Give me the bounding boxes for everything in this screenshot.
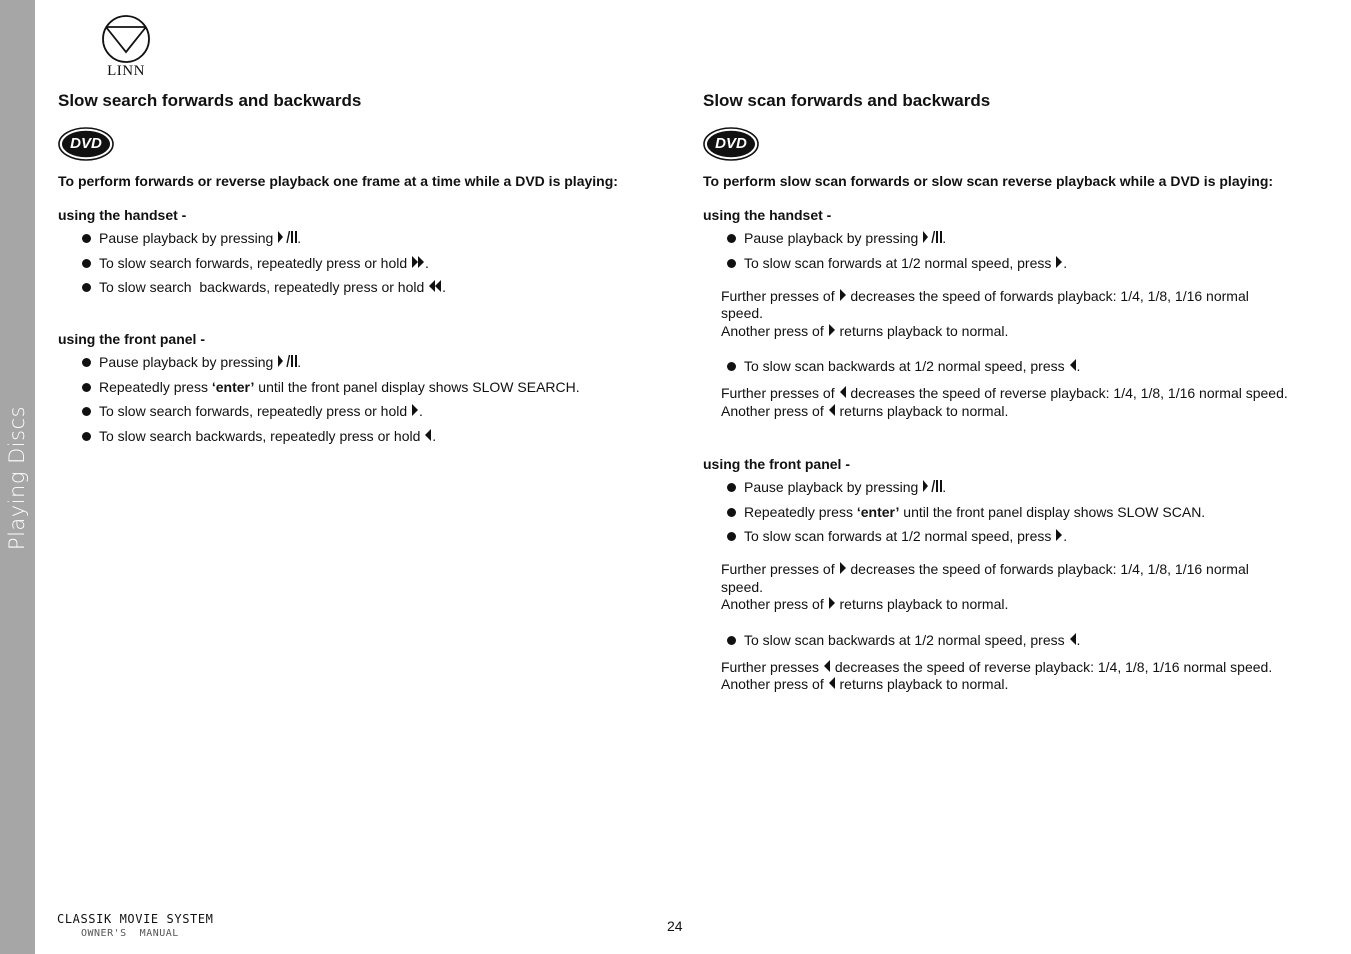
enter-key-label: ‘enter’ bbox=[211, 378, 255, 395]
linn-logo-icon bbox=[98, 14, 154, 64]
left-panel-label: using the front panel - bbox=[58, 331, 205, 347]
step-left-icon bbox=[1069, 632, 1077, 646]
note-text: returns playback to normal. bbox=[835, 676, 1009, 692]
item-text-end: . bbox=[1063, 254, 1068, 271]
list-item bbox=[703, 478, 1293, 496]
step-left-icon bbox=[828, 403, 836, 417]
footer-product-name: CLASSIK MOVIE SYSTEM bbox=[57, 912, 214, 926]
dvd-badge bbox=[58, 127, 114, 161]
item-text-end: . bbox=[432, 427, 437, 444]
step-left-icon bbox=[1069, 358, 1077, 372]
item-text: To slow scan backwards at 1/2 normal speed, press bbox=[744, 358, 1069, 374]
list-item bbox=[58, 353, 628, 371]
note-text: Further presses of bbox=[721, 561, 839, 577]
list-item bbox=[58, 378, 628, 396]
note-text: returns playback to normal. bbox=[835, 596, 1009, 612]
item-text: To slow search forwards, repeatedly press or hold bbox=[99, 403, 412, 419]
list-item bbox=[58, 427, 628, 445]
note-text: returns playback to normal. bbox=[835, 322, 1009, 339]
left-column bbox=[58, 89, 628, 451]
step-right-icon bbox=[411, 403, 419, 417]
step-left-icon bbox=[828, 676, 836, 690]
item-text: To slow scan backwards at 1/2 normal speed, press bbox=[744, 631, 1069, 648]
right-panel-label: using the front panel - bbox=[703, 456, 850, 472]
item-text: To slow search backwards, repeatedly press or hold bbox=[99, 427, 425, 444]
right-intro: To perform slow scan forwards or slow scan reverse playback while a DVD is playing: bbox=[703, 173, 1274, 189]
step-left-icon bbox=[823, 659, 831, 673]
item-text-end: until the front panel display shows SLOW SCAN. bbox=[899, 503, 1206, 520]
list-item bbox=[703, 357, 1293, 375]
item-text-end: . bbox=[297, 230, 302, 246]
reverse-speed-note bbox=[721, 385, 1293, 420]
dvd-badge bbox=[703, 127, 759, 161]
item-text-end: . bbox=[1076, 631, 1081, 648]
note-text: returns playback to normal. bbox=[835, 402, 1009, 419]
play-pause-icon bbox=[922, 230, 942, 244]
step-right-icon bbox=[839, 288, 847, 302]
enter-key-label: ‘enter’ bbox=[856, 503, 900, 520]
play-pause-icon bbox=[277, 230, 297, 244]
note-text: Another press of bbox=[721, 322, 828, 339]
forward-speed-note bbox=[721, 288, 1293, 341]
note-text: Another press of bbox=[721, 596, 828, 612]
right-handset-list bbox=[703, 229, 1293, 272]
item-text: To slow search backwards, repeatedly press or hold bbox=[99, 279, 429, 295]
item-text: To slow search forwards, repeatedly press or hold bbox=[99, 254, 412, 271]
list-item bbox=[703, 254, 1293, 272]
reverse-speed-note bbox=[721, 659, 1293, 694]
note-text: Further presses bbox=[721, 658, 823, 675]
note-text: decreases the speed of reverse playback: 1/4, 1/8, 1/16 normal speed. bbox=[846, 385, 1288, 401]
linn-logo bbox=[98, 14, 154, 80]
list-item bbox=[58, 254, 628, 272]
note-text: Another press of bbox=[721, 676, 828, 692]
dvd-badge-label: DVD bbox=[70, 135, 102, 152]
right-panel-list bbox=[703, 478, 1293, 545]
right-panel-list-b bbox=[703, 631, 1293, 649]
note-text: Further presses of bbox=[721, 287, 839, 304]
item-text-end: . bbox=[942, 479, 947, 495]
right-heading: Slow scan forwards and backwards bbox=[703, 91, 991, 110]
item-text: Pause playback by pressing bbox=[99, 354, 278, 370]
left-handset-label: using the handset - bbox=[58, 207, 187, 223]
item-text: Pause playback by pressing bbox=[99, 230, 278, 246]
right-column bbox=[703, 89, 1293, 694]
list-item bbox=[703, 229, 1293, 247]
item-text-end: until the front panel display shows SLOW SEARCH. bbox=[254, 378, 580, 395]
right-handset-list-b bbox=[703, 357, 1293, 375]
footer-document-name: OWNER'S MANUAL bbox=[81, 928, 179, 939]
item-text-end: . bbox=[419, 403, 423, 419]
note-text: decreases the speed of reverse playback: 1/4, 1/8, 1/16 normal speed. bbox=[830, 658, 1273, 675]
list-item bbox=[58, 402, 628, 420]
dvd-badge-label: DVD bbox=[715, 135, 747, 152]
step-left-icon bbox=[839, 385, 847, 399]
forward-speed-note bbox=[721, 561, 1293, 614]
item-text: To slow scan forwards at 1/2 normal speed, press bbox=[744, 528, 1056, 544]
item-text-end: . bbox=[1063, 528, 1068, 544]
step-right-icon bbox=[828, 323, 836, 337]
item-text-end: . bbox=[942, 230, 947, 246]
rewind-icon bbox=[428, 279, 442, 293]
item-text: Pause playback by pressing bbox=[744, 479, 923, 495]
page-number: 24 bbox=[667, 918, 683, 934]
fast-forward-icon bbox=[411, 255, 425, 269]
step-right-icon bbox=[839, 561, 847, 575]
item-text: To slow scan forwards at 1/2 normal speed, press bbox=[744, 254, 1056, 271]
section-title: Playing Discs bbox=[5, 405, 29, 551]
item-text: Repeatedly press bbox=[99, 378, 212, 395]
list-item bbox=[58, 278, 628, 296]
list-item bbox=[703, 527, 1293, 545]
left-heading: Slow search forwards and backwards bbox=[58, 91, 362, 110]
item-text: Pause playback by pressing bbox=[744, 230, 923, 246]
item-text-end: . bbox=[1076, 358, 1081, 374]
item-text: Repeatedly press bbox=[744, 503, 857, 520]
logo-wordmark: LINN bbox=[107, 63, 145, 79]
section-sidebar bbox=[0, 0, 35, 954]
note-text: decreases the speed of forwards playback: 1/4, 1/8, 1/16 normal speed. bbox=[721, 287, 1249, 321]
left-handset-list bbox=[58, 229, 628, 296]
note-text: Another press of bbox=[721, 402, 828, 419]
step-right-icon bbox=[828, 596, 836, 610]
left-intro: To perform forwards or reverse playback one frame at a time while a DVD is playing: bbox=[58, 173, 618, 189]
item-text-end: . bbox=[425, 254, 429, 271]
note-text: Further presses of bbox=[721, 385, 839, 401]
item-text-end: . bbox=[297, 354, 302, 370]
list-item bbox=[703, 631, 1293, 649]
item-text-end: . bbox=[442, 279, 447, 295]
list-item bbox=[703, 503, 1293, 521]
play-pause-icon bbox=[922, 479, 942, 493]
play-pause-icon bbox=[277, 354, 297, 368]
list-item bbox=[58, 229, 628, 247]
left-panel-list bbox=[58, 353, 628, 445]
note-text: decreases the speed of forwards playback: 1/4, 1/8, 1/16 normal speed. bbox=[721, 561, 1249, 595]
right-handset-label: using the handset - bbox=[703, 207, 832, 223]
